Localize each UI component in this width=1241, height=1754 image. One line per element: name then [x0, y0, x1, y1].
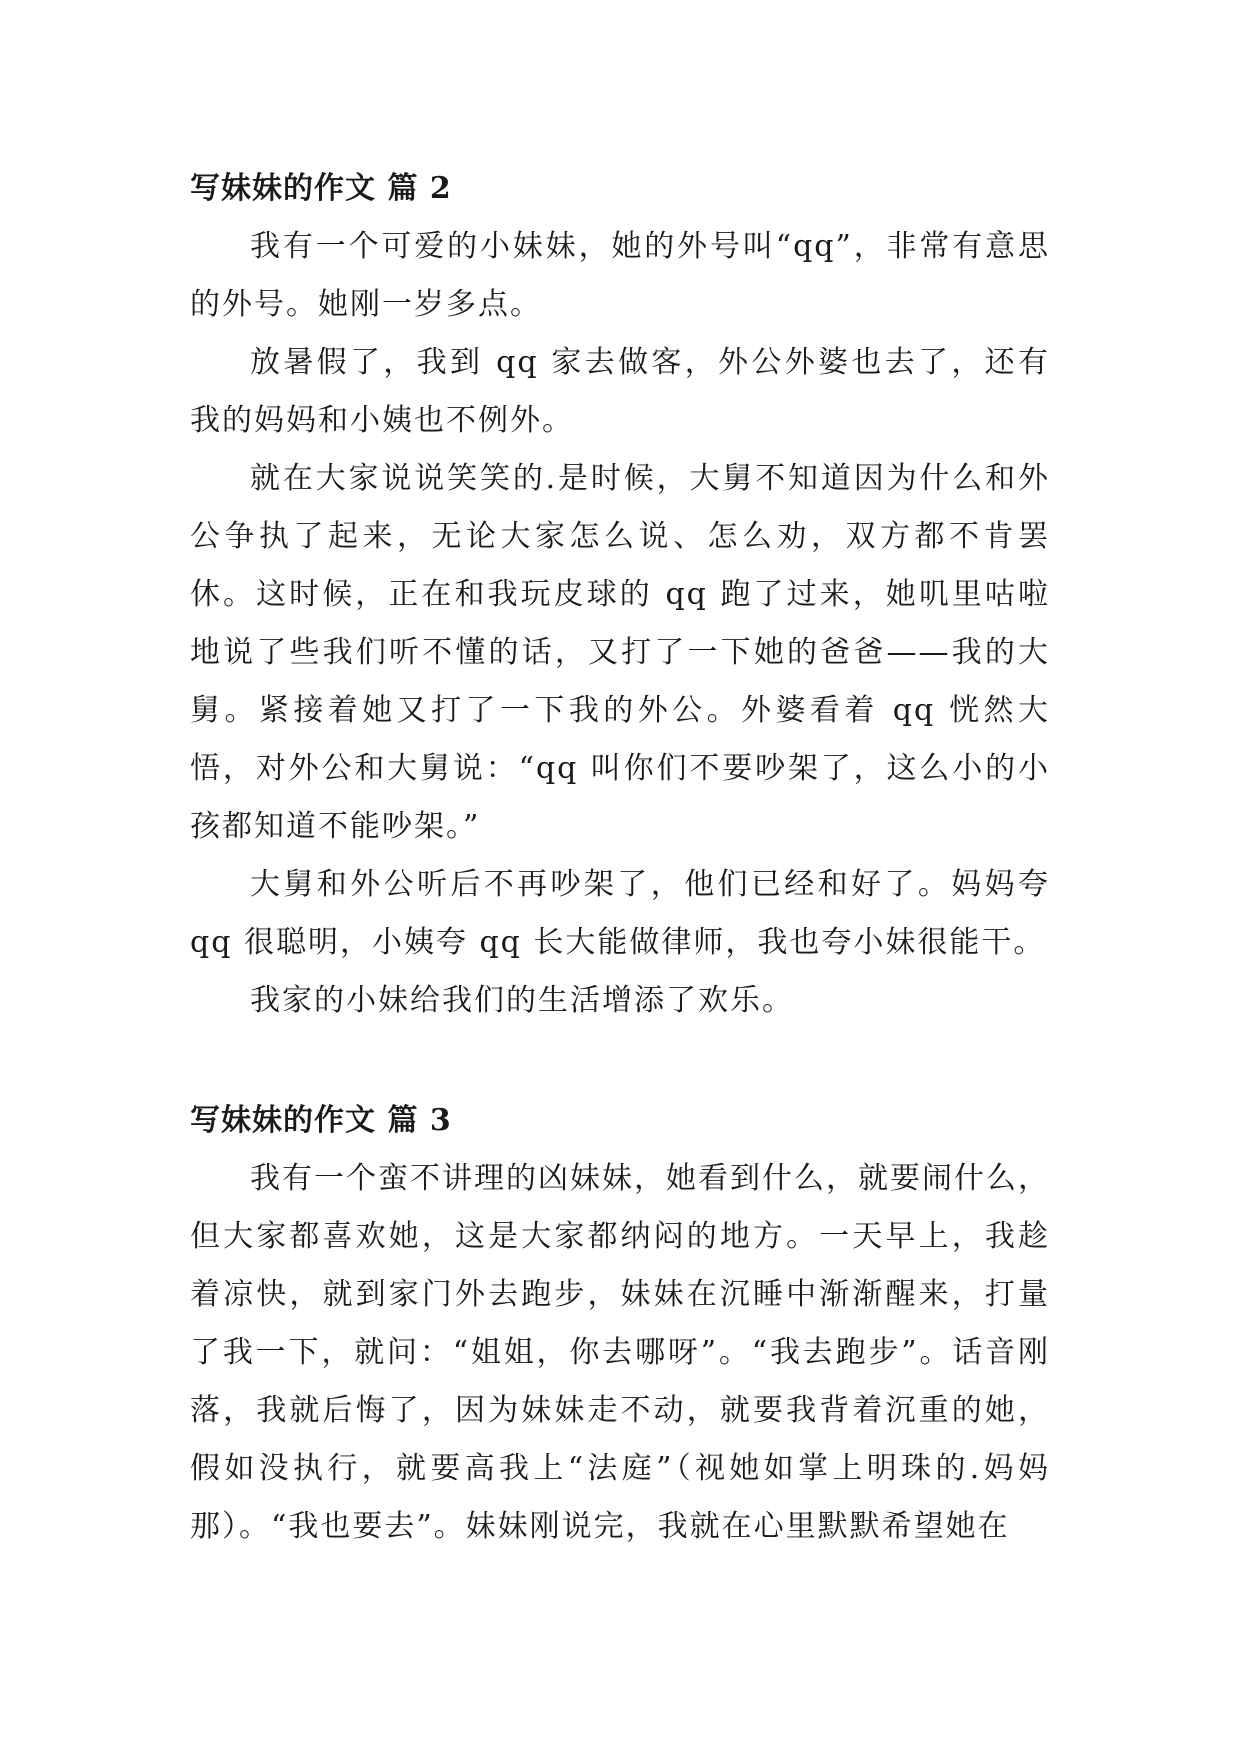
- essay-paragraph: 大舅和外公听后不再吵架了，他们已经和好了。妈妈夸 qq 很聪明，小姨夸 qq 长大能做律师，我也夸小妹很能干。: [190, 867, 1050, 960]
- essay-title: 写妹妹的作文 篇 3: [190, 1103, 452, 1138]
- essay-paragraph: 就在大家说说笑笑的.是时候，大舅不知道因为什么和外公争执了起来，无论大家怎么说、怎么劝，双方都不肯罢休。这时候，正在和我玩皮球的 qq 跑了过来，她叽里咕啦地说了些我们听不懂的话，又打了一下她的爸爸——我的大舅。紧接着她又打了一下我的外公。外婆看着 qq 恍然大悟，对外公和大舅说：“qq 叫你们不要吵架了，这么小的小孩都知道不能吵架。”: [190, 461, 1050, 844]
- essay-title: 写妹妹的作文 篇 2: [190, 171, 452, 206]
- essay-paragraph: 我家的小妹给我们的生活增添了欢乐。: [250, 983, 794, 1018]
- essay-section-3: [190, 1092, 1050, 1556]
- essay-paragraph: 放暑假了，我到 qq 家去做客，外公外婆也去了，还有我的妈妈和小姨也不例外。: [190, 345, 1050, 438]
- essay-paragraph: 我有一个蛮不讲理的凶妹妹，她看到什么，就要闹什么，但大家都喜欢她，这是大家都纳闷的地方。一天早上，我趁着凉快，就到家门外去跑步，妹妹在沉睡中渐渐醒来，打量了我一下，就问：“姐姐，你去哪呀”。“我去跑步”。话音刚落，我就后悔了，因为妹妹走不动，就要我背着沉重的她，假如没执行，就要高我上“法庭”（视她如掌上明珠的.妈妈那）。“我也要去”。妹妹刚说完，我就在心里默默希望她在: [190, 1161, 1050, 1544]
- essay-paragraph: 我有一个可爱的小妹妹，她的外号叫“qq”，非常有意思的外号。她刚一岁多点。: [190, 229, 1050, 322]
- essay-section-2: [190, 160, 1050, 1030]
